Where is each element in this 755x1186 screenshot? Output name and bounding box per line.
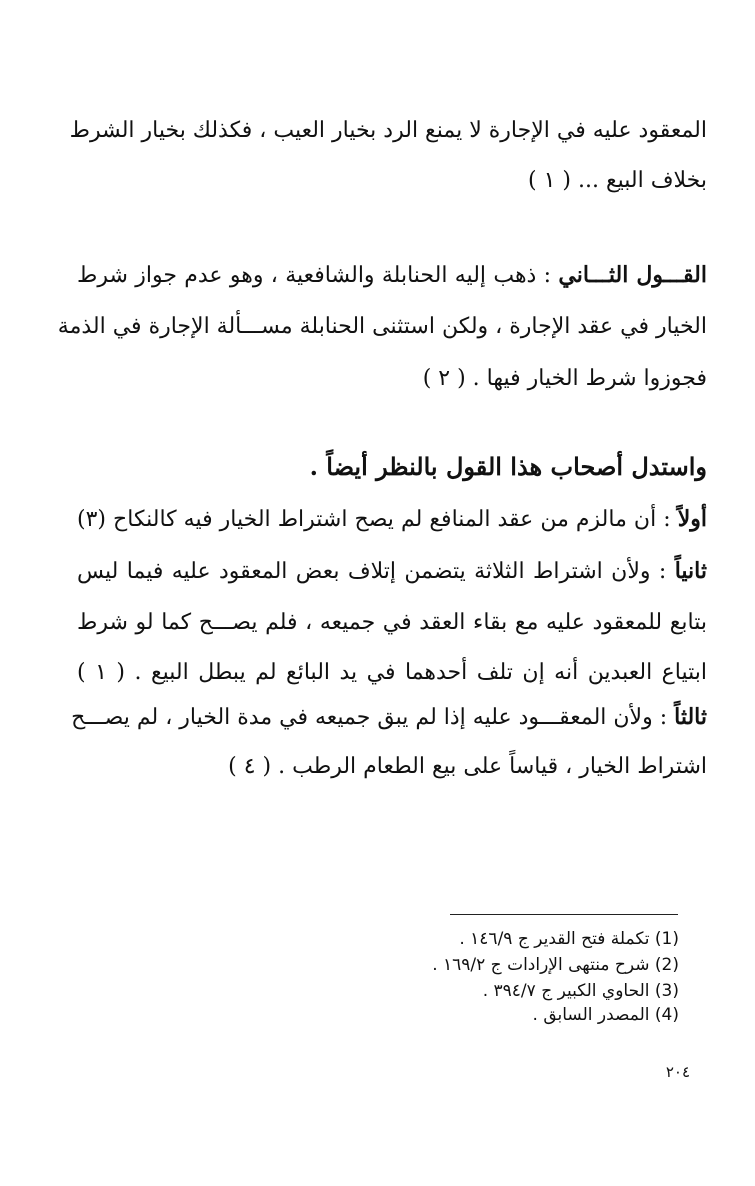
paragraph-1-line-2: بخلاف البيع ... ( ١ ) [528,168,707,193]
paragraph-2-line-1 [77,260,707,291]
item-second-text: : ولأن اشتراط الثلاثة يتضمن إتلاف بعض المعقود عليه فيما ليس [77,559,667,584]
item-first-text: : أن مالزم من عقد المنافع لم يصح اشتراط الخيار فيه كالنكاح (٣) [77,507,671,532]
section-heading: واستدل أصحاب هذا القول بالنظر أيضاً . [309,452,707,481]
footnote-1: (1) تكملة فتح القدير ج ١٤٦/٩ . [459,929,679,949]
item-second-line-1 [77,556,707,587]
footnote-3: (3) الحاوي الكبير ج ٣٩٤/٧ . [482,981,679,1001]
item-first-label: أولاً [677,506,707,532]
paragraph-2-line-2: الخيار في عقد الإجارة ، ولكن استثنى الحنابلة مســـألة الإجارة في الذمة [57,314,707,339]
item-third-label: ثالثاً [674,704,707,730]
page-number: ٢٠٤ [665,1063,690,1081]
item-second-line-2: بتابع للمعقود عليه مع بقاء العقد في جميعه ، فلم يصـــح كما لو شرط [77,610,707,635]
footnote-4: (4) المصدر السابق . [532,1005,679,1025]
item-third-line-2: اشتراط الخيار ، قياساً على بيع الطعام الرطب . ( ٤ ) [228,754,707,779]
paragraph-1-line-1: المعقود عليه في الإجارة لا يمنع الرد بخيار العيب ، فكذلك بخيار الشرط [69,118,707,143]
item-first [77,504,707,535]
footnote-separator [450,914,678,915]
item-third-line-1 [71,702,707,733]
item-second-label: ثانياً [674,558,707,584]
paragraph-2-line-1-text: : ذهب إليه الحنابلة والشافعية ، وهو عدم جواز شرط [77,263,552,288]
second-opinion-label: القـــول الثـــاني [558,262,707,288]
paragraph-2-line-3: فجوزوا شرط الخيار فيها . ( ٢ ) [422,366,707,391]
item-second-line-3: ابتياع العبدين أنه إن تلف أحدهما في يد البائع لم يبطل البيع . ( ١ ) [77,660,708,685]
item-third-text: : ولأن المعقـــود عليه إذا لم يبق جميعه في مدة الخيار ، لم يصـــح [71,705,668,730]
footnote-2: (2) شرح منتهى الإرادات ج ١٦٩/٢ . [432,955,679,975]
